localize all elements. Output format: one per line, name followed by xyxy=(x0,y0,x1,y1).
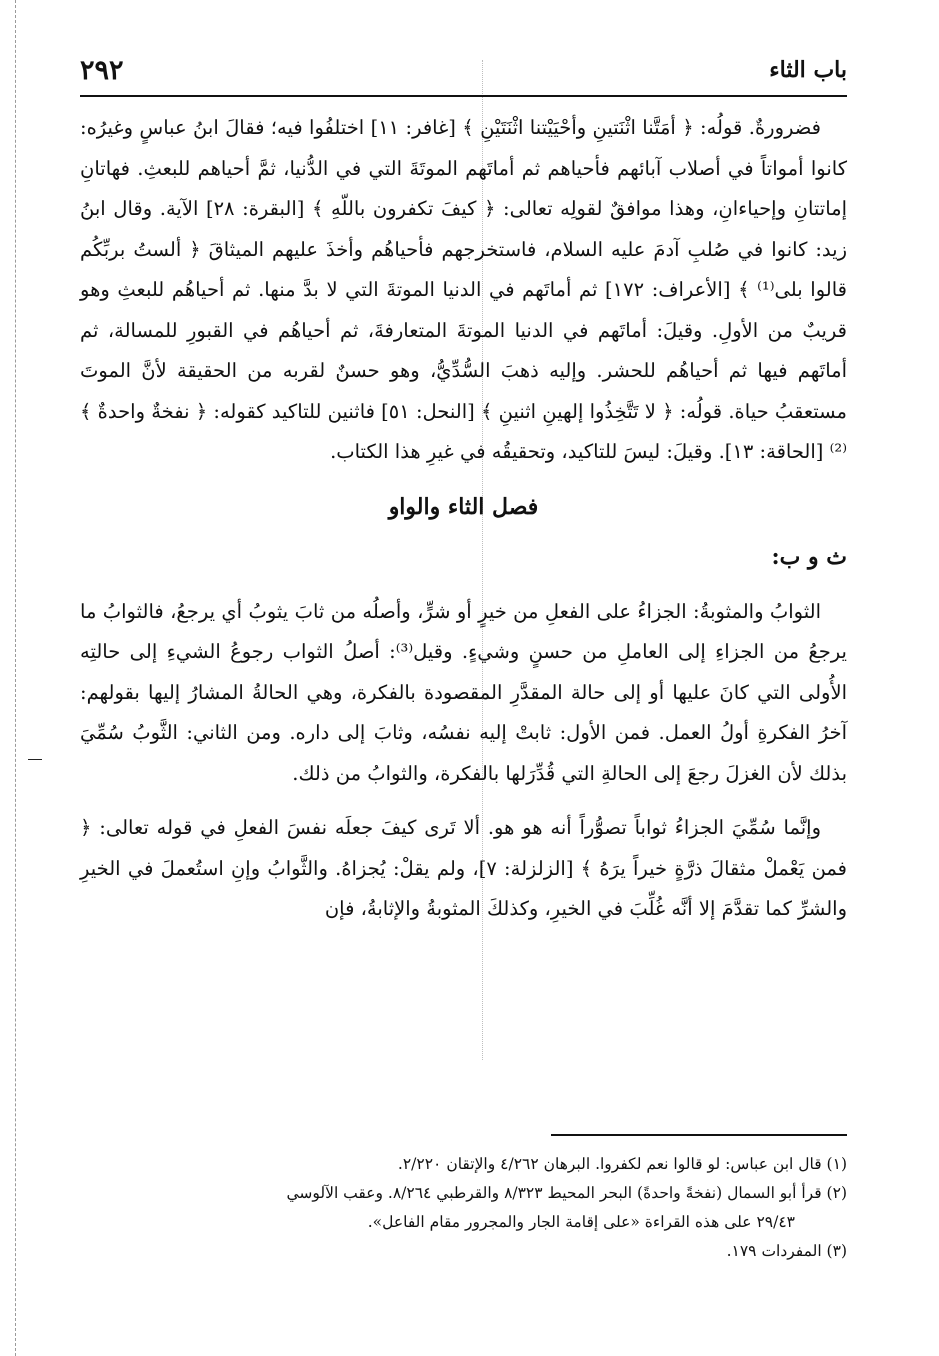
paragraph-1: فضرورةٌ. قولُه: ﴿ أمَتَّنا اثْنَتينِ وأحْيَيْتنا اثْنَتَيْنِ ﴾ [غافر: ١١] اختلفُوا فيه؛ فقالَ ابنُ عباسٍ وغيرُه: كانوا أمواتاً في أصلاب آبائهم فأحياهم ثم أماتَهم الموتَةَ التي في الدُّنيا، ثمَّ أحياهم للبعثِ. فهاتانِ إماتتانِ وإحياءانِ، وهذا موافقٌ لقولِه تعالى: ﴿ كيفَ تكفرون باللّهِ ﴾ [البقرة: ٢٨] الآية. وقال ابنُ زيد: كانوا في صُلبِ آدمَ عليه السلام، فاستخرجهم فأحياهُم وأخذَ عليهم الميثاقَ ﴿ ألستُ بربِّكُم قالوا بلى⁽¹⁾ ﴾ [الأعراف: ١٧٢] ثم أماتَهم في الدنيا الموتةَ التي لا بدَّ منها. ثم أحياهُم للبعثِ وهو قريبٌ من الأولِ. وقيلَ: أماتَهم في الدنيا الموتةَ المتعارفةَ، ثم أحياهُم في القبورِ للمسالة، ثم أماتَهم فيها ثم أحياهُم للحشر. وإليه ذهبَ السُّدِّيُّ، وهو حسنٌ لقربه من الحقيقة لأنَّ الموتَ مستعقبُ حياة. قولُه: ﴿ لا تَتَّخِذُوا إلهينِ اثنينِ ﴾ [النحل: ٥١] فاثنين للتاكيد كقوله: ﴿ نفخةٌ واحدةٌ ﴾⁽²⁾ [الحاقة: ١٣]. وقيلَ: ليسَ للتاكيد، وتحقيقُه في غيرِ هذا الكتاب. xyxy=(80,116,848,463)
entry-heading: ث و ب: xyxy=(771,544,847,570)
footnote-3: (٣) المفردات ١٧٩. xyxy=(726,1242,847,1260)
footnote-1: (١) قال ابن عباس: لو قالوا نعم لكفروا. البرهان ٤/٢٦٢ والإتقان ٢/٢٢٠. xyxy=(397,1155,847,1173)
page-number: ٢٩٢ xyxy=(80,54,124,86)
header-rule xyxy=(80,95,847,97)
footnotes xyxy=(80,1150,847,1266)
footnote-2-continued: ٢٩/٤٣ على هذه القراءة «على إقامة الجار والمجرور مقام الفاعل». xyxy=(367,1213,795,1231)
margin-mark xyxy=(28,759,42,760)
footnote-rule xyxy=(551,1134,847,1136)
main-text xyxy=(80,108,847,930)
section-title: فصل الثاء والواو xyxy=(388,493,539,520)
footnote-2: (٢) قرأ أبو السمال (نفخةً واحدةً) البحر المحيط ٨/٣٢٣ والقرطبي ٨/٢٦٤. وعقب الآلوسي xyxy=(286,1184,847,1202)
running-title: باب الثاء xyxy=(769,57,847,83)
page-header xyxy=(80,48,847,92)
scan-border-line xyxy=(15,0,16,1356)
paragraph-2: الثوابُ والمثوبةُ: الجزاءُ على الفعلِ من خيرٍ أو شرٍّ، وأصلُه من ثابَ يثوبُ أي يرجعُ، فالثوابُ ما يرجعُ من الجزاءِ إلى العاملِ من حسنٍ وشيءٍ. وقيل⁽³⁾: أصلُ الثواب رجوعُ الشيءِ إلى حالتِه الأُولى التي كانَ عليها أو إلى حالة المقدَّرِ المقصودة بالفكرة، وهي الحالةُ المشارُ إليها بقولهم: آخرُ الفكرةِ أولُ العمل. فمن الأول: ثابتْ إليه نفسُه، وثابَ إلى داره. ومن الثاني: الثَّوبُ سُمِّيَ بذلك لأن الغزلَ رجعَ إلى الحالةِ التي قُدِّرَلها بالفكرة، والثوابُ من ذلك. xyxy=(80,599,847,785)
paragraph-3: وإنَّما سُمِّيَ الجزاءُ ثواباً تصوُّراً أنه هو هو. ألا تَرى كيفَ جعلَه نفسَ الفعلِ في قوله تعالى: ﴿ فمن يَعْملْ مثقالَ ذرَّةٍ خيراً يرَهُ ﴾ [الزلزلة: ٧]، ولم يقلْ: يُجزاهُ. والثَّوابُ وإنِ استُعملَ في الخيرِ والشرِّ كما تقدَّمَ إلا أنَّه غُلِّبَ في الخيرِ، وكذلكَ المثوبةُ والإثابةُ، فإن xyxy=(80,816,848,920)
